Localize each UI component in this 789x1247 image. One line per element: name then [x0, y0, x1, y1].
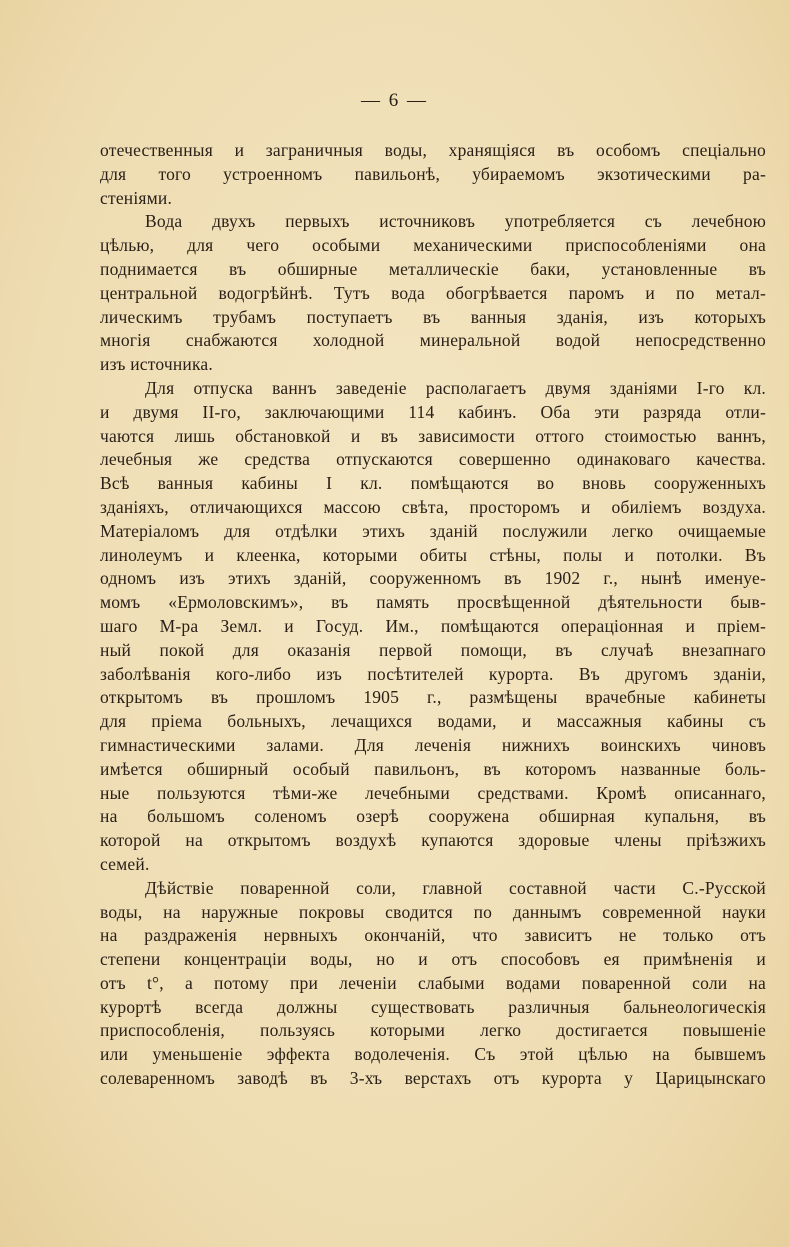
text-line: центральной водогрѣйнѣ. Тутъ вода обогрѣвается паромъ и по метал- — [100, 282, 766, 303]
text-line: Для отпуска ваннъ заведеніе располагаетъ двумя зданіями I-го кл. — [145, 377, 766, 398]
text-line: или уменьшеніе эффекта водолеченія. Съ этой цѣлью на бывшемъ — [100, 1044, 766, 1065]
text-line: заболѣванія кого-либо изъ посѣтителей курорта. Въ другомъ зданіи, — [100, 663, 766, 684]
text-line: изъ источника. — [100, 354, 213, 375]
text-line: гимнастическими залами. Для леченія нижнихъ воинскихъ чиновъ — [100, 734, 766, 755]
text-line: отечественныя и заграничныя воды, хранящіяся въ особомъ спеціально — [100, 140, 766, 160]
text-line: шаго М-ра Земл. и Госуд. Им., помѣщаются операціонная и пріем- — [100, 615, 766, 636]
text-line: Всѣ ванныя кабины I кл. помѣщаются во вновь сооруженныхъ — [100, 473, 766, 494]
body-text — [100, 139, 766, 1091]
text-line: момъ «Ермоловскимъ», въ память просвѣщенной дѣятельности быв- — [100, 592, 766, 613]
text-line: цѣлью, для чего особыми механическими приспособленіями она — [100, 235, 766, 256]
text-line: отъ t°, а потому при леченіи слабыми водами поваренной соли на — [100, 972, 766, 993]
paragraph — [100, 139, 766, 210]
paragraph — [100, 210, 766, 377]
page-number: — 6 — — [361, 90, 428, 111]
text-line: многія снабжаются холодной минеральной водой непосредственно — [100, 330, 766, 351]
text-line: поднимается въ обширные металлическіе баки, установленные въ — [100, 258, 766, 279]
text-line: которой на открытомъ воздухѣ купаются здоровые члены пріѣзжихъ — [100, 830, 766, 851]
text-line: воды, на наружные покровы сводится по даннымъ современной науки — [100, 901, 766, 922]
text-line: степени концентраціи воды, но и отъ способовъ ея примѣненія и — [100, 949, 766, 970]
text-line: семей. — [100, 853, 150, 874]
text-line: и двумя II-го, заключающими 114 кабинъ. Оба эти разряда отли- — [100, 401, 766, 422]
text-line: чаются лишь обстановкой и въ зависимости оттого стоимостью ваннъ, — [100, 425, 766, 446]
text-line: ный покой для оказанія первой помощи, въ случаѣ внезапнаго — [100, 639, 766, 660]
paragraph — [100, 377, 766, 877]
text-line: одномъ изъ этихъ зданій, сооруженномъ въ 1902 г., нынѣ именуе- — [100, 568, 766, 589]
text-line: лечебныя же средства отпускаются совершенно одинаковаго качества. — [100, 449, 766, 470]
text-line: курортѣ всегда должны существовать различныя бальнеологическія — [100, 996, 766, 1017]
text-line: имѣется обширный особый павильонъ, въ которомъ названные боль- — [100, 758, 766, 779]
text-line: солеваренномъ заводѣ въ 3-хъ верстахъ отъ курорта у Царицынскаго — [100, 1068, 766, 1089]
text-line: Матеріаломъ для отдѣлки этихъ зданій послужили легко очищаемые — [100, 520, 766, 541]
text-line: на большомъ соленомъ озерѣ сооружена обширная купальня, въ — [100, 806, 766, 827]
text-line: для того устроенномъ павильонѣ, убираемомъ экзотическими ра- — [100, 163, 766, 184]
text-line: линолеумъ и клеенка, которыми обиты стѣны, полы и потолки. Въ — [100, 544, 766, 565]
paragraph — [100, 877, 766, 1091]
text-line: Дѣйствіе поваренной соли, главной составной части С.-Русской — [145, 877, 766, 898]
text-line: открытомъ въ прошломъ 1905 г., размѣщены врачебные кабинеты — [100, 687, 766, 708]
text-line: зданіяхъ, отличающихся массою свѣта, просторомъ и обиліемъ воздуха. — [100, 496, 766, 517]
text-line: на раздраженія нервныхъ окончаній, что зависитъ не только отъ — [100, 925, 766, 946]
text-line: Вода двухъ первыхъ источниковъ употребляется съ лечебною — [145, 211, 766, 232]
text-line: лическимъ трубамъ поступаетъ въ ванныя зданія, изъ которыхъ — [100, 306, 766, 327]
text-line: приспособленія, пользуясь которыми легко достигается повышеніе — [100, 1020, 766, 1041]
text-line: для пріема больныхъ, лечащихся водами, и массажныя кабины съ — [100, 711, 766, 732]
text-line: стеніями. — [100, 187, 173, 208]
text-line: ные пользуются тѣми-же лечебными средствами. Кромѣ описаннаго, — [100, 782, 766, 803]
